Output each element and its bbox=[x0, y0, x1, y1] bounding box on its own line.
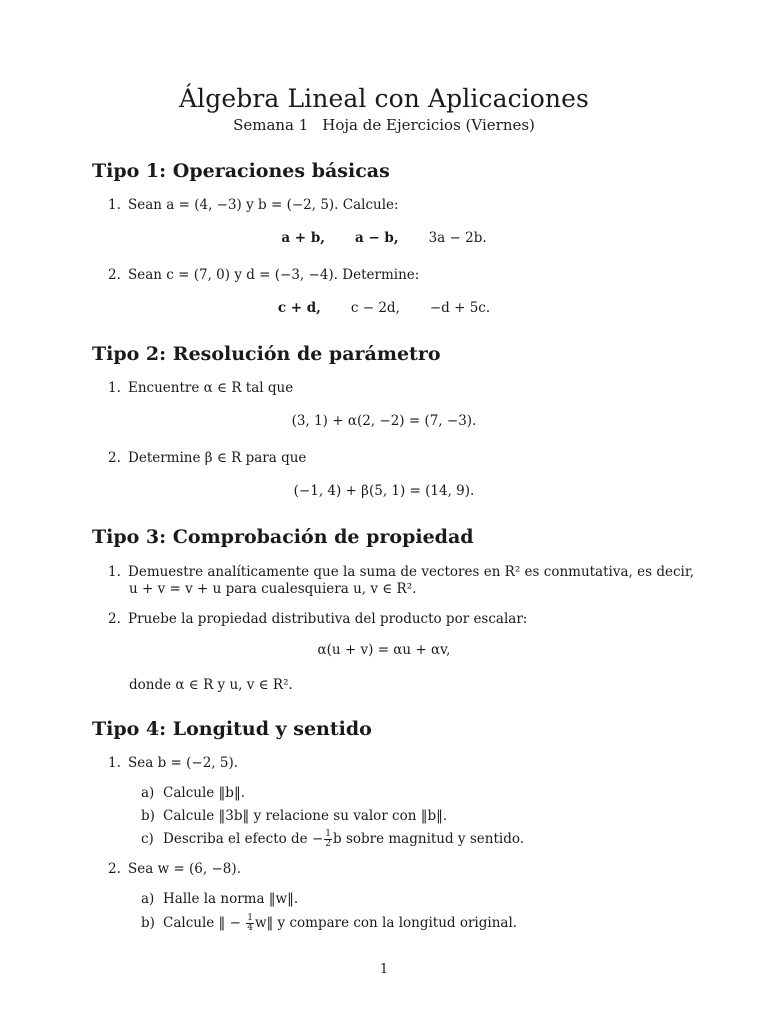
fraction-numerator: 1 bbox=[247, 913, 253, 923]
subtitle-sheet: Hoja de Ejercicios (Viernes) bbox=[322, 116, 535, 134]
subitem-text-pre: Describa el efecto de − bbox=[163, 831, 324, 847]
exercise-text: Pruebe la propiedad distributiva del producto por escalar: bbox=[128, 611, 528, 627]
fraction bbox=[324, 830, 332, 849]
formula-part: −d + 5c. bbox=[429, 300, 491, 316]
exercise-number: 1. bbox=[108, 564, 121, 580]
subitem-text-post: b sobre magnitud y sentido. bbox=[333, 831, 525, 847]
subitem-label: a) bbox=[141, 785, 155, 801]
exercise-1-2 bbox=[108, 267, 419, 283]
section-heading-2: Tipo 2: Resolución de parámetro bbox=[92, 343, 441, 365]
subitem-label: b) bbox=[141, 915, 155, 931]
exercise-3-1 bbox=[108, 564, 694, 580]
formula-part: 3a − 2b. bbox=[428, 230, 487, 246]
subitem-label: b) bbox=[141, 808, 155, 824]
exercise-text-continued: u + v = v + u para cualesquiera u, v ∈ R². bbox=[129, 581, 417, 597]
section-heading-1: Tipo 1: Operaciones básicas bbox=[92, 160, 390, 182]
exercise-text: Sea b = (−2, 5). bbox=[128, 755, 239, 771]
fraction-denominator: 4 bbox=[247, 923, 253, 933]
exercise-text: Sea w = (6, −8). bbox=[128, 861, 241, 877]
exercise-4-2 bbox=[108, 861, 241, 877]
display-formula-1-2 bbox=[0, 300, 768, 316]
subitem-4-1-a bbox=[141, 785, 245, 801]
exercise-number: 2. bbox=[108, 450, 121, 466]
subitem-text-post: w‖ y compare con la longitud original. bbox=[254, 915, 518, 931]
subitem-label: a) bbox=[141, 891, 155, 907]
section-heading-4: Tipo 4: Longitud y sentido bbox=[92, 718, 372, 740]
exercise-number: 1. bbox=[108, 197, 121, 213]
exercise-number: 2. bbox=[108, 267, 121, 283]
fraction bbox=[246, 914, 254, 933]
exercise-text: Sean c = (7, 0) y d = (−3, −4). Determine: bbox=[128, 267, 420, 283]
subitem-4-2-a bbox=[141, 891, 298, 907]
subitem-4-1-b bbox=[141, 808, 447, 824]
display-formula-2-2: (−1, 4) + β(5, 1) = (14, 9). bbox=[293, 483, 475, 499]
exercise-4-1 bbox=[108, 755, 238, 771]
exercise-text: Encuentre α ∈ R tal que bbox=[128, 380, 294, 396]
subitem-4-1-c bbox=[141, 830, 524, 849]
fraction-denominator: 2 bbox=[325, 839, 332, 849]
page-number: 1 bbox=[379, 962, 389, 977]
display-formula-3-2: α(u + v) = αu + αv, bbox=[317, 642, 451, 658]
exercise-number: 2. bbox=[108, 861, 121, 877]
formula-part: a − b, bbox=[354, 230, 399, 246]
exercise-text: Sean a = (4, −3) y b = (−2, 5). Calcule: bbox=[128, 197, 399, 213]
section-heading-3: Tipo 3: Comprobación de propiedad bbox=[92, 526, 474, 548]
exercise-1-1 bbox=[108, 197, 399, 213]
exercise-2-1 bbox=[108, 380, 293, 396]
subitem-4-2-b bbox=[141, 914, 517, 933]
exercise-text: Demuestre analíticamente que la suma de vectores en R² es conmutativa, es decir, bbox=[128, 564, 695, 580]
formula-part: c − 2d, bbox=[350, 300, 400, 316]
subitem-text: Calcule ‖3b‖ y relacione su valor con ‖b‖. bbox=[163, 808, 448, 824]
exercise-number: 1. bbox=[108, 380, 121, 396]
formula-part: a + b, bbox=[281, 230, 325, 246]
formula-part: c + d, bbox=[277, 300, 321, 316]
fraction-numerator: 1 bbox=[325, 829, 332, 839]
exercise-2-2 bbox=[108, 450, 306, 466]
display-formula-2-1: (3, 1) + α(2, −2) = (7, −3). bbox=[291, 413, 477, 429]
subitem-text: Calcule ‖b‖. bbox=[163, 785, 245, 801]
exercise-text: Determine β ∈ R para que bbox=[128, 450, 307, 466]
display-formula-1-1 bbox=[0, 230, 768, 246]
subitem-text: Halle la norma ‖w‖. bbox=[163, 891, 299, 907]
subitem-label: c) bbox=[141, 831, 154, 847]
document-subtitle bbox=[0, 116, 768, 134]
exercise-number: 1. bbox=[108, 755, 121, 771]
subtitle-week: Semana 1 bbox=[233, 116, 309, 134]
exercise-number: 2. bbox=[108, 611, 121, 627]
document-title: Álgebra Lineal con Aplicaciones bbox=[179, 84, 589, 113]
exercise-text-after: donde α ∈ R y u, v ∈ R². bbox=[129, 677, 293, 693]
exercise-3-2 bbox=[108, 611, 527, 627]
subitem-text-pre: Calcule ‖ − bbox=[163, 915, 246, 931]
